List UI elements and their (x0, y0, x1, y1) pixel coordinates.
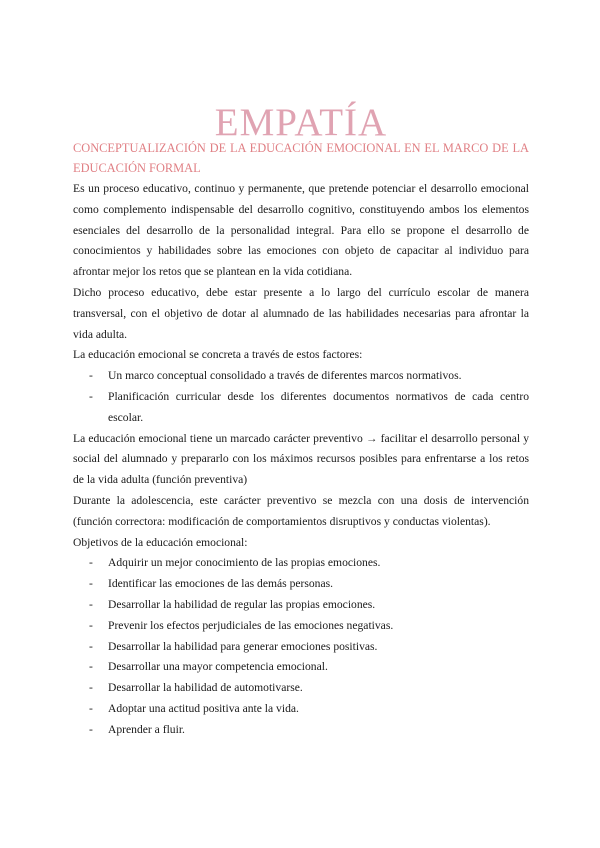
list-item-text: Identificar las emociones de las demás personas. (108, 577, 334, 591)
list-item (73, 699, 529, 720)
dash-bullet: - (89, 577, 93, 591)
paragraph-factors-intro: La educación emocional se concreta a través de estos factores: (73, 348, 363, 362)
paragraph-objectives-intro: Objetivos de la educación emocional: (73, 535, 248, 549)
list-item (73, 366, 529, 387)
list-item (73, 720, 529, 741)
list-item (73, 387, 529, 429)
dash-bullet: - (89, 701, 93, 715)
list-item-text: Desarrollar la habilidad de automotivarse. (108, 681, 303, 695)
list-item (73, 595, 529, 616)
list-item (73, 678, 529, 699)
dash-bullet: - (89, 660, 93, 674)
section-heading: CONCEPTUALIZACIÓN DE LA EDUCACIÓN EMOCIONAL EN EL MARCO DE LA EDUCACIÓN FORMAL (73, 141, 529, 175)
document-body (73, 179, 529, 741)
list-item-text: Desarrollar la habilidad para generar emociones positivas. (108, 639, 378, 653)
list-item (73, 637, 529, 658)
list-item (73, 616, 529, 637)
dash-bullet: - (89, 639, 93, 653)
paragraph-transversal: Dicho proceso educativo, debe estar presente a lo largo del currículo escolar de manera transversal, con el objetivo de dotar al alumnado de las habilidades necesarias para afrontar la vida adulta. (73, 285, 529, 341)
list-item-text: Prevenir los efectos perjudiciales de las emociones negativas. (108, 618, 394, 632)
dash-bullet: - (89, 618, 93, 632)
dash-bullet: - (89, 389, 93, 403)
dash-bullet: - (89, 369, 93, 383)
list-item (73, 574, 529, 595)
list-item-text: Adquirir un mejor conocimiento de las propias emociones. (108, 556, 381, 570)
list-item-text: Un marco conceptual consolidado a través de diferentes marcos normativos. (108, 369, 462, 383)
list-item-text: Desarrollar una mayor competencia emocional. (108, 660, 328, 674)
list-item (73, 657, 529, 678)
dash-bullet: - (89, 722, 93, 736)
paragraph-definition: Es un proceso educativo, continuo y permanente, que pretende potenciar el desarrollo emocional como complemento indispensable del desarrollo cognitivo, constituyendo ambos los elementos esenciales del desarrollo de la personalidad integral. Para ello se propone el desarrollo de conocimientos y habilidades sobre las emociones con objeto de capacitar al individuo para afrontar mejor los retos que se plantean en la vida cotidiana. (73, 182, 529, 279)
paragraph-preventive: La educación emocional tiene un marcado carácter preventivo → facilitar el desarrollo personal y social del alumnado y prepararlo con los máximos recursos posibles para enfrentarse a los retos de la vida adulta (función preventiva) (73, 431, 529, 487)
page-title: EMPATÍA (214, 101, 388, 145)
list-item-text: Aprender a fluir. (108, 722, 185, 736)
dash-bullet: - (89, 597, 93, 611)
list-item (73, 553, 529, 574)
list-item-text: Adoptar una actitud positiva ante la vida. (108, 701, 299, 715)
dash-bullet: - (89, 681, 93, 695)
dash-bullet: - (89, 556, 93, 570)
list-item-text: Desarrollar la habilidad de regular las propias emociones. (108, 597, 376, 611)
factors-list (73, 366, 529, 428)
objectives-list (73, 553, 529, 740)
list-item-text: Planificación curricular desde los diferentes documentos normativos de cada centro escolar. (108, 389, 529, 424)
paragraph-adolescence: Durante la adolescencia, este carácter preventivo se mezcla con una dosis de intervención (función correctora: modificación de comportamientos disruptivos y conductas violentas). (73, 493, 529, 528)
